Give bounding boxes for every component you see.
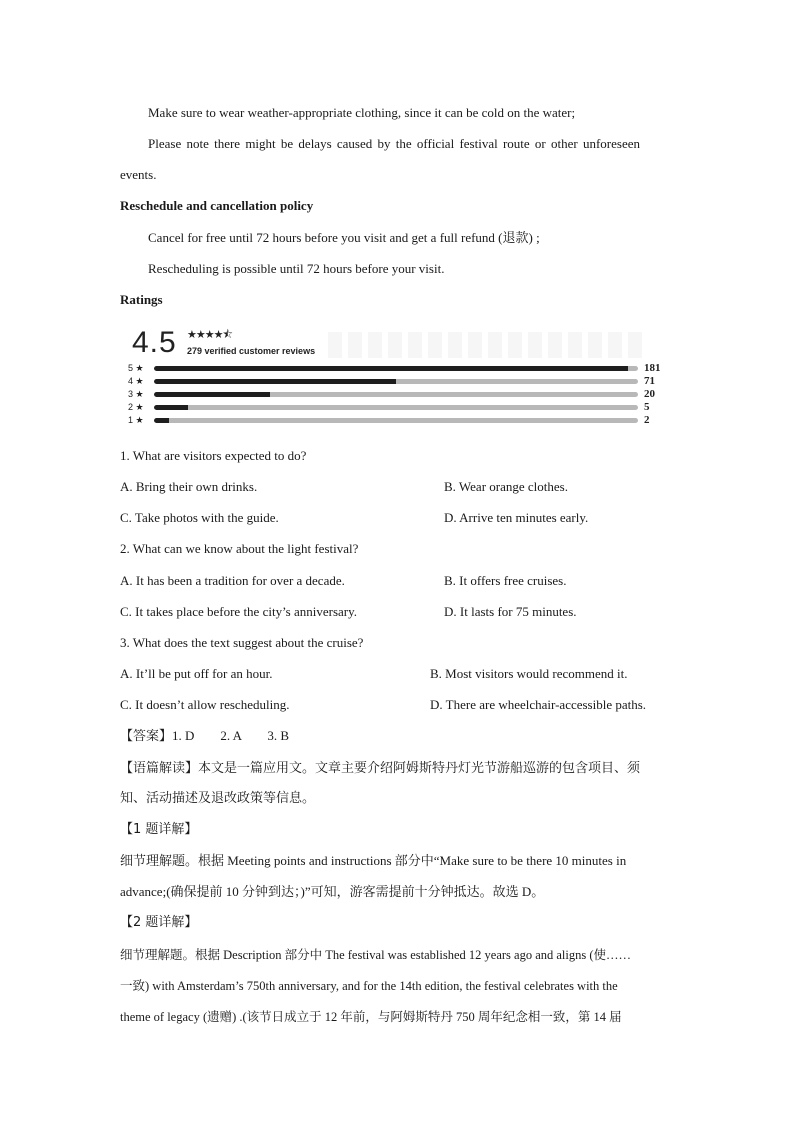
rating-row-count: 71 [644,375,655,387]
q1-detail-line-2: advance;(确保提前 10 分钟到达；)”可知，游客需提前十分钟抵达。故选 D。 [120,884,545,899]
q2-label: 【2 题详解】 [120,915,198,930]
star-rating-icon: ★★★★⯪ [187,329,232,341]
interpretation-line-2: 知、活动描述及退改政策等信息。 [120,791,316,806]
question-2-prompt: 2. What can we know about the light festival? [120,541,359,556]
rating-row-label: 2 ★ [128,402,144,412]
rating-bar-fill [154,405,188,410]
rating-row-label: 3 ★ [128,389,144,399]
rating-row [128,363,673,375]
rating-bar-track [154,366,638,371]
rating-row [128,415,673,427]
note-delays [148,135,674,153]
rating-row [128,389,673,401]
policy-cancel: Cancel for free until 72 hours before you visit and get a full refund (退款) ; [148,230,540,245]
question-3-option-d: D. There are wheelchair-accessible paths. [430,697,647,712]
answer-label: 【答案】 [120,729,173,744]
question-2-option-b: B. It offers free cruises. [444,573,567,588]
ratings-heading: Ratings [120,292,163,307]
note-delays-text: Please note there might be delays caused by the official festival route or other unforeseen [148,136,640,151]
rating-bar-track [154,418,638,423]
question-1-option-b: B. Wear orange clothes. [444,479,568,494]
note-clothing: Make sure to wear weather-appropriate clothing, since it can be cold on the water; [148,105,576,120]
question-3-option-c: C. It doesn’t allow rescheduling. [120,697,290,712]
rating-row [128,402,673,414]
rating-bar-track [154,392,638,397]
interpretation-line-1 [120,760,640,778]
q2-detail-line-3: theme of legacy (遗赠) .(该节日成立于 12 年前，与阿姆斯特丹 750 周年纪念相一致，第 14 届 [120,1010,622,1024]
rating-bar-fill [154,418,169,423]
question-3-prompt: 3. What does the text suggest about the cruise? [120,635,364,650]
answer-line [120,727,289,746]
policy-heading: Reschedule and cancellation policy [120,198,314,213]
faded-text [328,332,648,358]
q2-detail-line-1: 细节理解题。根据 Description 部分中 The festival was established 12 years ago and aligns (使…… [120,948,632,962]
rating-row-label: 4 ★ [128,376,144,386]
rating-bar-track [154,379,638,384]
question-2-option-c: C. It takes place before the city’s anniversary. [120,604,358,619]
note-delays-end: events. [120,167,157,182]
review-count: 279 verified customer reviews [187,346,316,356]
question-1-option-d: D. Arrive ten minutes early. [444,510,589,525]
question-3-option-b: B. Most visitors would recommend it. [430,666,628,681]
rating-row-count: 5 [644,401,650,413]
rating-bar-fill [154,379,396,384]
q2-detail-line-2: 一致) with Amsterdam’s 750th anniversary, and for the 14th edition, the festival celebrates with the [120,979,618,993]
rating-row-label: 5 ★ [128,363,144,373]
interpretation-label: 【语篇解读】 [120,761,199,776]
question-3-option-a: A. It’ll be put off for an hour. [120,666,273,681]
rating-bar-fill [154,392,270,397]
policy-reschedule: Rescheduling is possible until 72 hours before your visit. [148,261,445,276]
q1-detail-line-1: 细节理解题。根据 Meeting points and instructions 部分中“Make sure to be there 10 minutes in [120,853,627,868]
rating-row-count: 2 [644,414,650,426]
rating-bar-fill [154,366,628,371]
question-2-option-a: A. It has been a tradition for over a decade. [120,573,345,588]
rating-row-count: 20 [644,388,655,400]
interpretation-text-1: 本文是一篇应用文。文章主要介绍阿姆斯特丹灯光节游船巡游的包含项目、须 [198,761,641,776]
ratings-widget [128,322,673,430]
rating-bar-track [154,405,638,410]
answer-values: 1. D 2. A 3. B [172,728,290,743]
rating-row-label: 1 ★ [128,415,144,425]
question-1-option-c: C. Take photos with the guide. [120,510,279,525]
question-1-option-a: A. Bring their own drinks. [120,479,258,494]
average-rating: 4.5 [132,326,177,359]
question-2-option-d: D. It lasts for 75 minutes. [444,604,577,619]
rating-row [128,376,673,388]
question-1-prompt: 1. What are visitors expected to do? [120,448,307,463]
q1-label: 【1 题详解】 [120,822,198,837]
rating-row-count: 181 [644,362,661,374]
